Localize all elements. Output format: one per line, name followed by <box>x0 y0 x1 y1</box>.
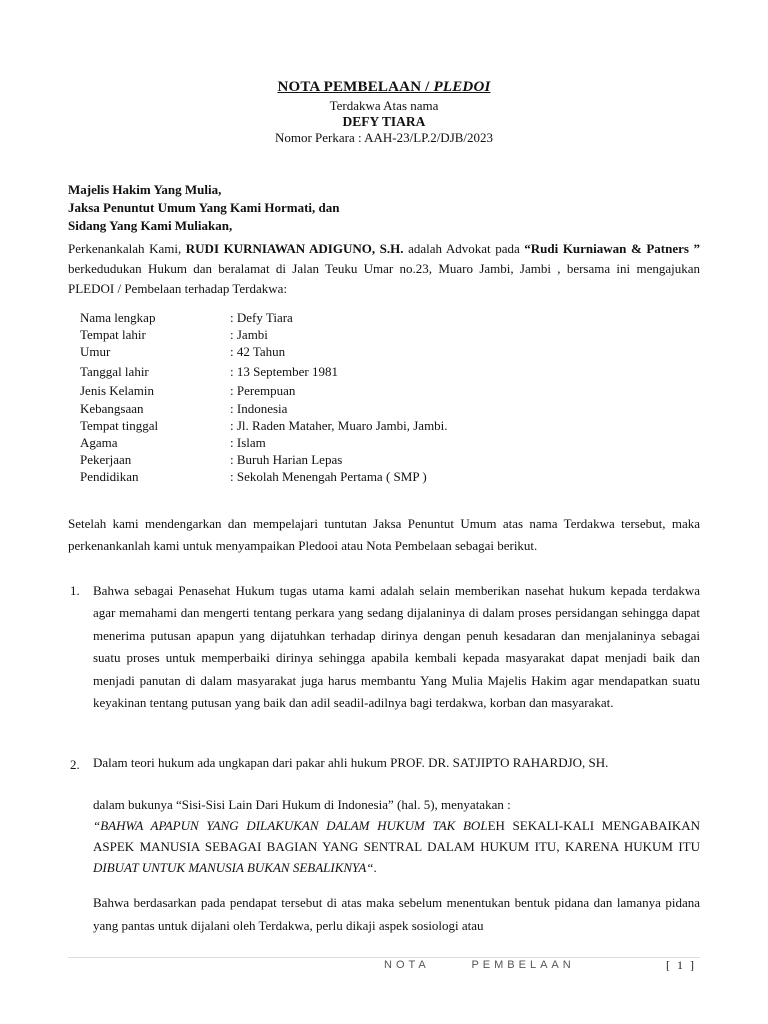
case-number: Nomor Perkara : AAH-23/LP.2/DJB/2023 <box>274 130 494 145</box>
intro-text-2: adalah Advokat pada <box>403 241 525 256</box>
identity-label: Agama <box>80 435 118 450</box>
identity-value: : Defy Tiara <box>230 310 293 325</box>
identity-label: Nama lengkap <box>80 310 156 325</box>
identity-value: : 13 September 1981 <box>230 364 338 379</box>
quotation-italic-2: DIBUAT UNTUK MANUSIA BUKAN SEBALIKNYA“ <box>93 860 374 875</box>
identity-label: Pekerjaan <box>80 452 132 467</box>
list-item-text-2: dalam bukunya “Sisi-Sisi Lain Dari Hukum di Indonesia” (hal. 5), menyatakan : <box>93 797 511 812</box>
identity-row <box>80 401 580 418</box>
quotation-normal: EH SEKALI-KALI MENGABAIKAN ASPEK MANUSIA SEBAGAI BAGIAN YANG SENTRAL DALAM HUKUM ITU, KARENA HUKUM ITU <box>93 818 700 854</box>
identity-label: Tempat lahir <box>80 327 146 342</box>
identity-row <box>80 327 580 344</box>
identity-value: : Indonesia <box>230 401 288 416</box>
title-italic: PLEDOI <box>433 79 491 95</box>
statement-paragraph: Setelah kami mendengarkan dan mempelajari tuntutan Jaksa Penuntut Umum atas nama Terdakwa tersebut, maka perkenankanlah kami untuk menyampaikan Pledooi atau Nota Pembelaan sebagai berikut. <box>68 516 700 553</box>
identity-row <box>80 344 580 361</box>
firm-name: “Rudi Kurniawan & Patners ” <box>524 241 701 256</box>
identity-value: : Jl. Raden Mataher, Muaro Jambi, Jambi. <box>230 418 448 433</box>
intro-text-3: berkedudukan Hukum dan beralamat di Jalan Teuku Umar no.23, Muaro Jambi, Jambi , bersama ini mengajukan PLEDOI / Pembelaan terhadap Terdakwa: <box>68 261 700 296</box>
identity-value: : Buruh Harian Lepas <box>230 452 343 467</box>
intro-paragraph <box>68 239 700 299</box>
identity-label: Tempat tinggal <box>80 418 159 433</box>
quotation <box>93 815 700 878</box>
list-number: 2. <box>70 757 80 772</box>
identity-label: Jenis Kelamin <box>80 383 155 398</box>
quotation-italic-1: “BAHWA APAPUN YANG DILAKUKAN DALAM HUKUM TAK BOL <box>93 818 488 833</box>
identity-row <box>80 383 580 400</box>
salutation-2: Jaksa Penuntut Umum Yang Kami Hormati, dan <box>68 200 340 215</box>
footer-label: NOTA PEMBELAAN <box>384 959 575 971</box>
identity-label: Tanggal lahir <box>80 364 149 379</box>
list-item-text: Bahwa sebagai Penasehat Hukum tugas utama kami adalah selain memberikan nasehat hukum kepada terdakwa agar memahami dan mengerti tentang perkara yang sedang dijalaninya di dalam proses persidangan sehingga dapat menerima putusan apapun yang dijatuhkan terhadap dirinya dengan penuh kesadaran dan menjalaninya sebagai suatu proses untuk memperbaiki dirinya sehingga apabila kembali kepada masyarakat dapat menjadi baik dan menjadi panutan di dalam masyarakat juga harus membantu Yang Mulia Majelis Hakim agar mendapatkan suatu keyakinan tentang putusan yang baik dan adil seadil-adilnya bagi terdakwa, korban dan masyarakat. <box>93 583 700 711</box>
identity-label: Kebangsaan <box>80 401 144 416</box>
identity-value: : Jambi <box>230 327 268 342</box>
identity-value: : Sekolah Menengah Pertama ( SMP ) <box>230 469 427 484</box>
title-main: NOTA PEMBELAAN / <box>277 79 434 95</box>
identity-label: Pendidikan <box>80 469 139 484</box>
identity-row <box>80 452 580 469</box>
defendant-name: DEFY TIARA <box>342 114 426 129</box>
follow-paragraph: Bahwa berdasarkan pada pendapat tersebut di atas maka sebelum menentukan bentuk pidana dan lamanya pidana yang pantas untuk dijalani oleh Terdakwa, perlu dikaji aspek sosiologi atau <box>93 895 700 933</box>
document-title <box>0 79 768 96</box>
salutation-1: Majelis Hakim Yang Mulia, <box>68 182 222 197</box>
identity-row <box>80 364 580 381</box>
intro-text-1: Perkenankalah Kami, <box>68 241 186 256</box>
identity-value: : 42 Tahun <box>230 344 286 359</box>
defendant-caption: Terdakwa Atas nama <box>329 98 439 113</box>
identity-label: Umur <box>80 344 111 359</box>
identity-value: : Perempuan <box>230 383 296 398</box>
page-number: [ 1 ] <box>666 958 696 972</box>
identity-row <box>80 310 580 327</box>
list-item-text: Dalam teori hukum ada ungkapan dari pakar ahli hukum PROF. DR. SATJIPTO RAHARDJO, SH. <box>93 755 609 770</box>
advocate-name: RUDI KURNIAWAN ADIGUNO, S.H. <box>185 241 404 256</box>
list-number: 1. <box>70 583 80 598</box>
footer-divider <box>68 957 700 958</box>
identity-row <box>80 469 580 486</box>
quotation-end: . <box>373 860 377 875</box>
identity-row <box>80 435 580 452</box>
identity-row <box>80 418 580 435</box>
salutation-3: Sidang Yang Kami Muliakan, <box>68 218 233 233</box>
identity-value: : Islam <box>230 435 266 450</box>
